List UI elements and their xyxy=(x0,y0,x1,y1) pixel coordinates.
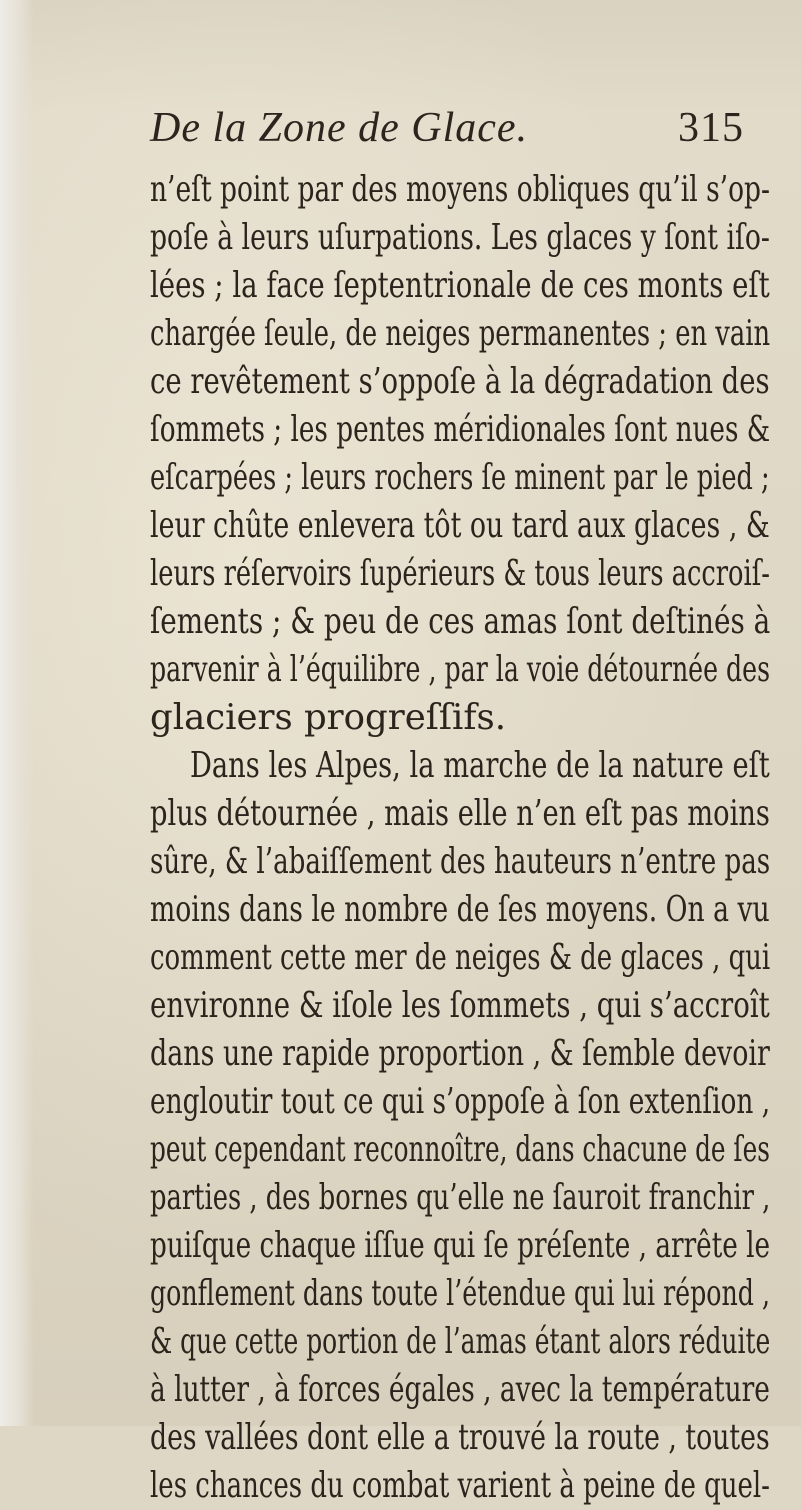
text-line: ſements ; & peu de ces amas ſont deſtinés à xyxy=(150,601,771,642)
text-line: lées ; la face ſeptentrionale de ces monts eſt xyxy=(150,265,770,306)
text-line: des vallées dont elle a trouvé la route , toutes xyxy=(150,1417,770,1458)
text-line: ſommets ; les pentes méridionales ſont nues & xyxy=(150,409,771,450)
text-line: sûre, & l’abaiſſement des hauteurs n’entre pas xyxy=(150,841,771,882)
page-gutter xyxy=(0,0,34,1426)
text-line: leurs réſervoirs ſupérieurs & tous leurs accroiſ- xyxy=(150,553,770,594)
text-line: dans une rapide proportion , & ſemble devoir xyxy=(150,1033,770,1074)
text-line: les chances du combat varient à peine de quel- xyxy=(150,1465,770,1506)
text-line: puiſque chaque iſſue qui ſe préſente , arrête le xyxy=(150,1225,771,1266)
text-line: parvenir à l’équilibre , par la voie détournée des xyxy=(150,649,771,690)
text-line: glaciers progreſſifs. xyxy=(150,697,507,738)
text-line: ce revêtement s’oppoſe à la dégradation des xyxy=(150,361,770,402)
text-line: comment cette mer de neiges & de glaces , qui xyxy=(150,937,771,978)
text-line: eſcarpées ; leurs rochers ſe minent par le pied ; xyxy=(150,457,770,498)
text-line: plus détournée , mais elle n’en eſt pas moins xyxy=(150,793,770,834)
text-line: gonflement dans toute l’étendue qui lui répond , xyxy=(150,1273,771,1314)
text-line: à lutter , à forces égales , avec la température xyxy=(150,1369,770,1410)
text-line: chargée ſeule, de neiges permanentes ; en vain xyxy=(150,313,771,354)
text-line: moins dans le nombre de ſes moyens. On a vu xyxy=(150,889,770,930)
text-line: engloutir tout ce qui s’oppoſe à ſon extenſion , xyxy=(150,1081,771,1122)
text-line: n’eſt point par des moyens obliques qu’il s’op- xyxy=(150,169,770,210)
page-number: 315 xyxy=(678,105,744,151)
text-line: environne & iſole les ſommets , qui s’accroît xyxy=(150,985,770,1026)
text-line: parties , des bornes qu’elle ne ſauroit franchir , xyxy=(150,1177,771,1218)
text-line: leur chûte enlevera tôt ou tard aux glaces , & xyxy=(150,505,770,546)
page-header xyxy=(150,104,790,164)
text-line: & que cette portion de l’amas étant alors réduite xyxy=(150,1321,771,1362)
paragraph-start-line: Dans les Alpes, la marche de la nature eſt xyxy=(190,745,770,786)
text-line: peut cependant reconnoître, dans chacune de ſes xyxy=(150,1129,770,1170)
running-title: De la Zone de Glace. xyxy=(150,105,529,151)
text-line: poſe à leurs uſurpations. Les glaces y ſont iſo- xyxy=(150,217,770,258)
